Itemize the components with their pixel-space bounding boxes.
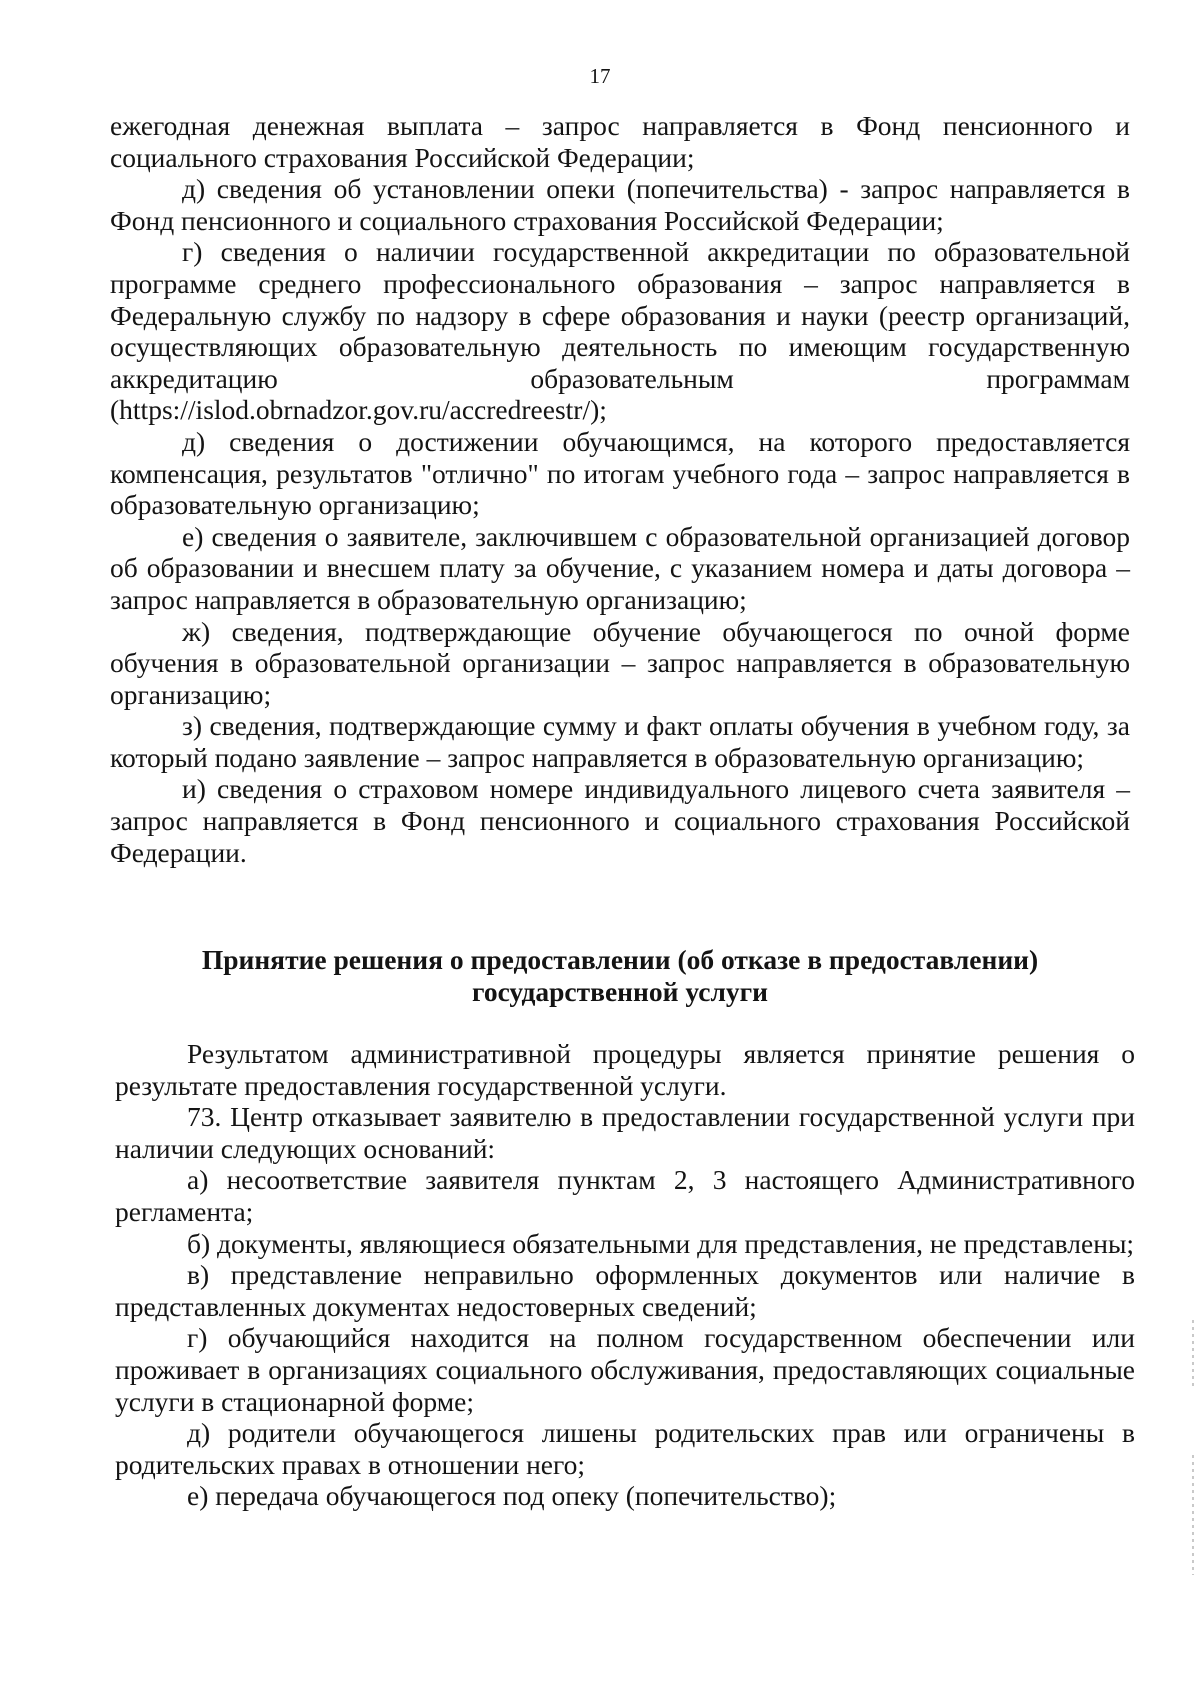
paragraph-ground-e: е) передача обучающегося под опеку (попечительство); bbox=[187, 1480, 837, 1512]
paragraph-item-z-payment: з) сведения, подтверждающие сумму и факт оплаты обучения в учебном году, за который подано заявление – запрос направляется в образовательную организацию; bbox=[110, 710, 1130, 773]
section-heading-line-2: государственной услуги bbox=[472, 976, 768, 1007]
paragraph-item-zh-full-time: ж) сведения, подтверждающие обучение обучающегося по очной форме обучения в образовательной организации – запрос направляется в образовательную организацию; bbox=[110, 615, 1130, 710]
page-number: 17 bbox=[589, 64, 611, 88]
scan-edge-mark bbox=[1192, 1455, 1194, 1575]
bottom-text-block bbox=[115, 1038, 1135, 1512]
paragraph-item-d-guardianship: д) сведения об установлении опеки (попечительства) - запрос направляется в Фонд пенсионного и социального страхования Российской Федерации; bbox=[110, 173, 1130, 236]
paragraph-item-i-snils: и) сведения о страховом номере индивидуального лицевого счета заявителя – запрос направляется в Фонд пенсионного и социального страхования Российской Федерации. bbox=[110, 773, 1130, 868]
scan-edge-mark bbox=[1192, 1320, 1194, 1390]
paragraph-continuation: ежегодная денежная выплата – запрос направляется в Фонд пенсионного и социального страхования Российской Федерации; bbox=[110, 110, 1130, 173]
paragraph-item-g-accreditation: г) сведения о наличии государственной аккредитации по образовательной программе среднего профессионального образования – запрос направляется в Федеральную службу по надзору в сфере образования и науки (реестр организаций, осуществляющих образовательную деятельность по имеющим государственную аккредитацию образовательным программам (https://islod.obrnadzor.gov.ru/accredreestr/); bbox=[110, 236, 1130, 426]
paragraph-ground-g: г) обучающийся находится на полном государственном обеспечении или проживает в организациях социального обслуживания, предоставляющих социальные услуги в стационарной форме; bbox=[115, 1322, 1135, 1417]
section-heading bbox=[110, 944, 1130, 1008]
paragraph-ground-d: д) родители обучающегося лишены родительских прав или ограничены в родительских правах в отношении него; bbox=[115, 1417, 1135, 1480]
paragraph-73-refusal: 73. Центр отказывает заявителю в предоставлении государственной услуги при наличии следующих оснований: bbox=[115, 1101, 1135, 1164]
paragraph-ground-v: в) представление неправильно оформленных документов или наличие в представленных документах недостоверных сведений; bbox=[115, 1259, 1135, 1322]
paragraph-result: Результатом административной процедуры является принятие решения о результате предоставления государственной услуги. bbox=[115, 1038, 1135, 1101]
section-heading-line-1: Принятие решения о предоставлении (об отказе в предоставлении) bbox=[201, 944, 1039, 975]
paragraph-item-e-contract: е) сведения о заявителе, заключившем с образовательной организацией договор об образовании и внесшем плату за обучение, с указанием номера и даты договора – запрос направляется в образовательную организацию; bbox=[110, 520, 1130, 615]
paragraph-ground-a: а) несоответствие заявителя пунктам 2, 3 настоящего Административного регламента; bbox=[115, 1164, 1135, 1227]
top-text-block bbox=[110, 110, 1130, 868]
paragraph-ground-b: б) документы, являющиеся обязательными для представления, не представлены; bbox=[187, 1227, 1135, 1259]
paragraph-item-d-excellence: д) сведения о достижении обучающимся, на которого предоставляется компенсация, результатов "отлично" по итогам учебного года – запрос направляется в образовательную организацию; bbox=[110, 425, 1130, 521]
